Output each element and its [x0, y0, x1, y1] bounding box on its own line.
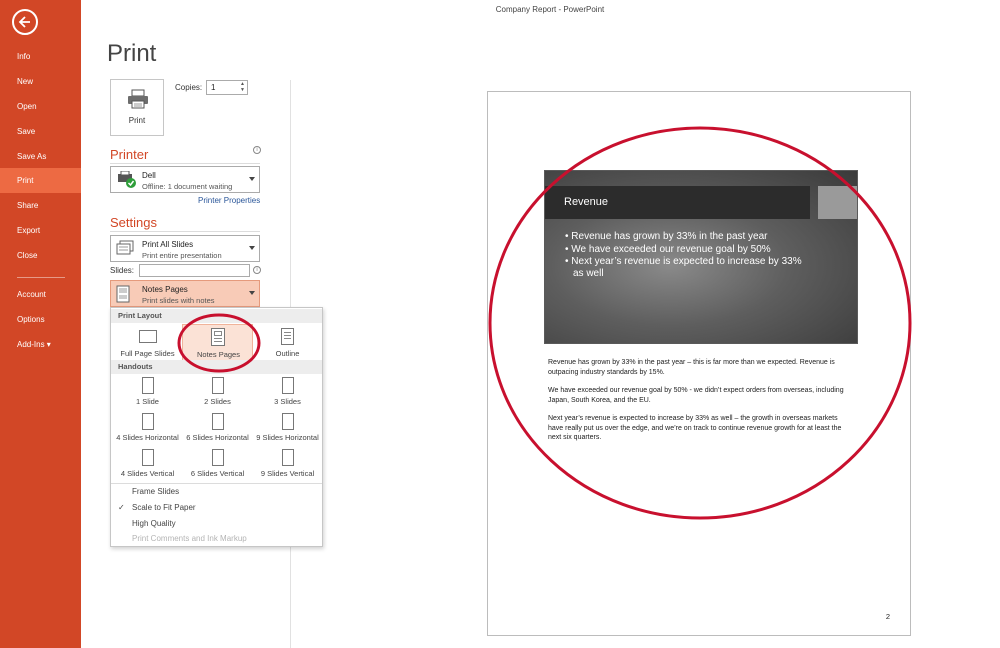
print-layout-menu [110, 307, 323, 547]
printer-heading: Printer [110, 147, 149, 162]
notes-paragraph: We have exceeded our revenue goal by 50% - we didn’t expect orders from overseas, including Japan, South Korea, and the EU. [548, 387, 844, 404]
print-layout-heading: Print Layout [111, 309, 322, 323]
handout-icon [212, 449, 224, 466]
option-label: 2 Slides [204, 397, 231, 406]
slides-label: Slides: [110, 266, 135, 275]
copies-value: 1 [211, 83, 216, 92]
section-divider [110, 231, 260, 232]
window-title: Company Report - PowerPoint [495, 5, 605, 14]
handout-icon [282, 449, 294, 466]
option-outline[interactable] [252, 326, 323, 358]
printer-status-icon [116, 171, 138, 189]
info-icon[interactable]: i [253, 266, 261, 274]
print-range-label: Print All Slides [142, 240, 194, 249]
slide-title: Revenue [564, 196, 609, 208]
slides-stack-icon [116, 240, 134, 256]
nav-share[interactable]: Share [17, 201, 39, 210]
printer-properties-link[interactable]: Printer Properties [198, 196, 261, 205]
handout-icon [142, 413, 154, 430]
menu-print-comments: Print Comments and Ink Markup [132, 534, 247, 543]
menu-high-quality[interactable]: High Quality [132, 519, 176, 528]
settings-heading: Settings [110, 215, 157, 230]
nav-account[interactable]: Account [17, 290, 46, 299]
handout-icon [212, 413, 224, 430]
print-button-label: Print [128, 116, 146, 125]
option-label: Full Page Slides [120, 349, 175, 358]
nav-new[interactable]: New [17, 77, 34, 86]
option-label: 4 Slides Vertical [120, 469, 175, 478]
printer-status: Offline: 1 document waiting [142, 182, 233, 191]
option-3-slides[interactable] [252, 377, 323, 409]
backstage-sidebar [0, 0, 81, 648]
copies-spinner[interactable]: ▲ ▼ [240, 81, 245, 93]
back-arrow-icon[interactable] [12, 9, 38, 35]
slide-bullet: • Next year’s revenue is expected to increase by 33% as well [565, 256, 802, 279]
slide-bullet: • We have exceeded our revenue goal by 50% [565, 243, 771, 255]
print-range-sub: Print entire presentation [142, 251, 222, 260]
menu-scale-to-fit-paper[interactable]: Scale to Fit Paper [132, 503, 196, 512]
menu-divider [111, 483, 322, 484]
printer-dropdown[interactable] [110, 166, 260, 193]
notes-paragraph: Next year’s revenue is expected to increase by 33% as well – the growth in overseas markets have really put us over the edge, and we’re on track to continue revenue growth for at least the next six quarters. [548, 415, 842, 441]
option-9-slides-horizontal[interactable] [252, 413, 323, 445]
slide-bullet: • Revenue has grown by 33% in the past year [565, 231, 768, 242]
handout-icon [142, 449, 154, 466]
option-label: 4 Slides Horizontal [116, 433, 179, 442]
handout-icon [282, 377, 294, 394]
print-range-dropdown[interactable] [110, 235, 260, 262]
nav-info[interactable]: Info [17, 52, 31, 61]
check-icon: ✓ [118, 503, 125, 512]
nav-save[interactable]: Save [17, 127, 36, 136]
slide-thumbnail [544, 170, 858, 344]
nav-add-ins[interactable]: Add-Ins ▾ [17, 340, 51, 349]
chevron-down-icon [249, 291, 255, 295]
outline-icon [281, 328, 294, 345]
speaker-notes [548, 358, 848, 452]
handout-icon [212, 377, 224, 394]
slide-accent-block [818, 186, 858, 219]
slides-input[interactable] [139, 264, 250, 277]
printer-icon [127, 89, 149, 109]
option-label: Notes Pages [197, 350, 240, 359]
handout-icon [282, 413, 294, 430]
option-label: 9 Slides Vertical [260, 469, 315, 478]
chevron-down-icon [249, 177, 255, 181]
print-preview-page [487, 91, 911, 636]
notes-page-icon [211, 328, 225, 346]
option-label: 3 Slides [274, 397, 301, 406]
nav-export[interactable]: Export [17, 226, 41, 235]
option-label: 6 Slides Vertical [190, 469, 245, 478]
option-label: Outline [275, 349, 300, 358]
nav-divider [17, 277, 65, 278]
print-button[interactable] [110, 79, 164, 136]
nav-options[interactable]: Options [17, 315, 45, 324]
nav-save-as[interactable]: Save As [17, 152, 47, 161]
print-layout-sub: Print slides with notes [142, 296, 215, 305]
printer-name: Dell [142, 171, 156, 180]
option-label: 1 Slide [136, 397, 159, 406]
handouts-heading: Handouts [111, 360, 322, 374]
nav-open[interactable]: Open [17, 102, 37, 111]
info-icon[interactable]: i [253, 146, 261, 154]
notes-page-icon [116, 285, 130, 303]
option-label: 6 Slides Horizontal [186, 433, 249, 442]
full-page-slide-icon [139, 330, 157, 343]
handout-icon [142, 377, 154, 394]
page-title: Print [107, 40, 157, 67]
slide-bullets [565, 231, 805, 280]
chevron-down-icon [249, 246, 255, 250]
option-9-slides-vertical[interactable] [252, 449, 323, 481]
print-layout-dropdown[interactable] [110, 280, 260, 307]
notes-paragraph: Revenue has grown by 33% in the past year – this is far more than we expected. Revenue is outpacing industry standards by 15%. [548, 359, 835, 376]
nav-print[interactable]: Print [0, 168, 81, 193]
copies-input[interactable] [206, 80, 248, 95]
page-number: 2 [885, 612, 890, 621]
print-layout-label: Notes Pages [142, 285, 188, 294]
menu-frame-slides[interactable]: Frame Slides [132, 487, 180, 496]
nav-close[interactable]: Close [17, 251, 38, 260]
option-label: 9 Slides Horizontal [256, 433, 319, 442]
section-divider [110, 163, 260, 164]
copies-label: Copies: [175, 83, 203, 92]
